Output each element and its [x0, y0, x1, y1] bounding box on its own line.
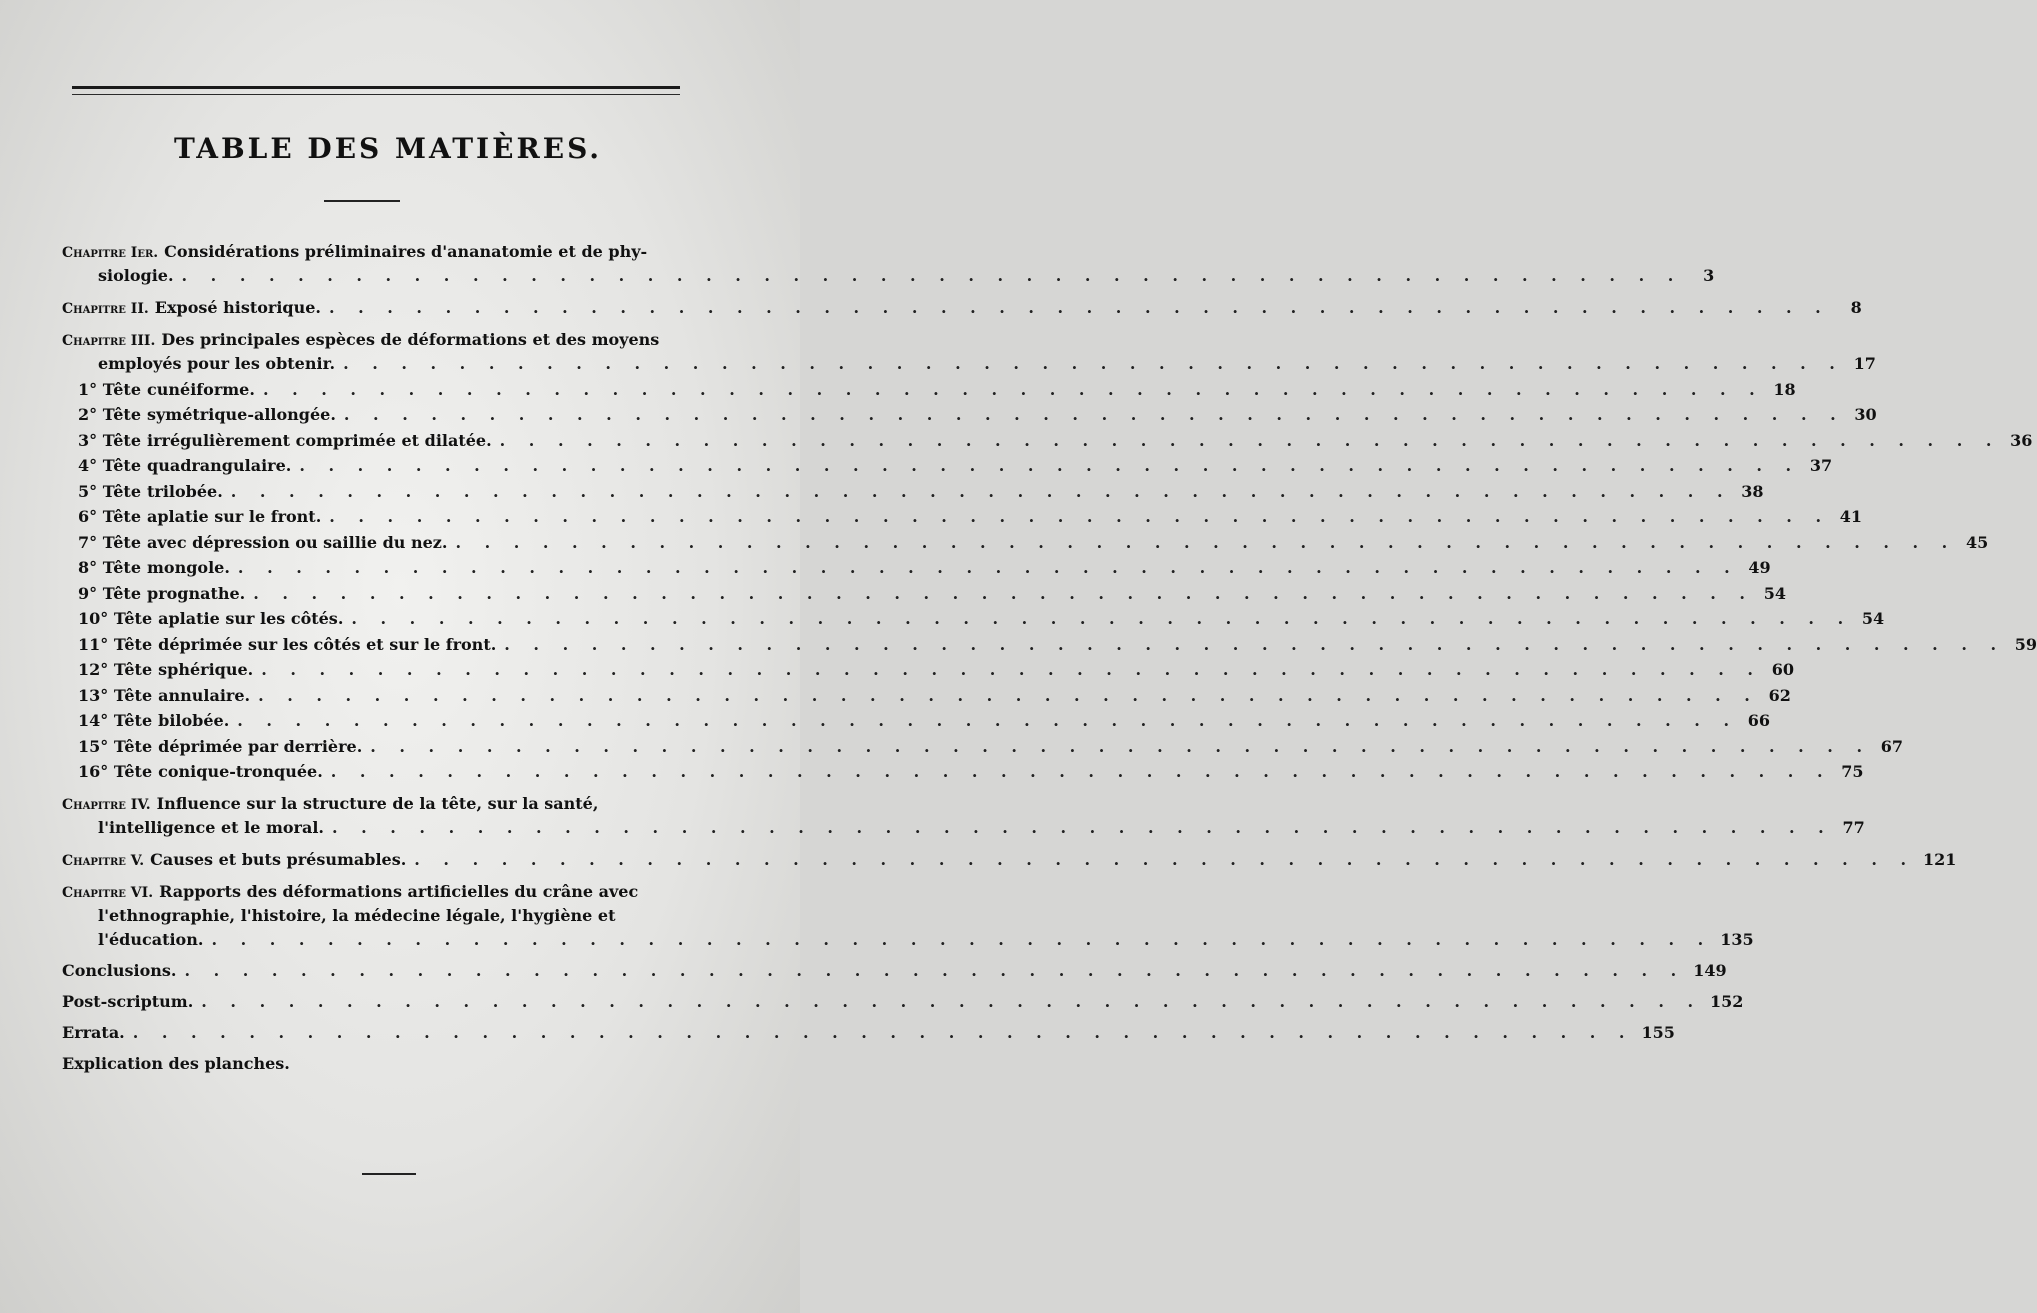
toc-entry-label: 14° Tête: [78, 711, 153, 730]
toc-page-number: 30: [1854, 405, 1877, 424]
toc-entry-text: aplatie sur le front.: [147, 507, 322, 526]
dot-leader: . . . . . . . . . . . . . . . . . . . . . . . . . . . . . . . . . . . . . . . . . . . . . . . . . . . .: [343, 354, 1844, 373]
toc-page-number: 54: [1861, 609, 1885, 628]
toc-entry: [62, 959, 1727, 983]
toc-entry-text: Post-scriptum.: [62, 992, 194, 1011]
toc-page-number: 60: [1771, 660, 1794, 679]
dot-leader: . . . . . . . . . . . . . . . . . . . . . . . . . . . . . . . . . . . . . . . . . . . . . . . . . . . .: [504, 634, 2006, 654]
toc-entry-label: Chapitre V.: [62, 853, 145, 869]
dot-leader: . . . . . . . . . . . . . . . . . . . . . . . . . . . . . . . . . . . . . . . . . . . . . . . . . . . .: [181, 266, 1683, 285]
toc-entry-text: trilobée.: [147, 481, 223, 501]
toc-entry: [62, 505, 1863, 529]
toc-entry-text: employés pour les obtenir.: [98, 354, 336, 373]
toc-entry: [62, 454, 1833, 478]
toc-entry-label: 2° Tête: [78, 405, 141, 424]
toc-entry-label: 6° Tête: [78, 507, 141, 526]
toc-page-number: 149: [1693, 961, 1727, 980]
toc-entry-text: cunéiforme.: [147, 379, 255, 399]
toc-entry-text: avec dépression ou saillie du nez.: [147, 532, 448, 552]
toc-entry: [62, 633, 2037, 657]
toc-entry: [62, 582, 1786, 606]
toc-entry-text: Explication des planches.: [62, 1054, 290, 1073]
toc-page-number: 45: [1965, 532, 1989, 552]
dot-leader: . . . . . . . . . . . . . . . . . . . . . . . . . . . . . . . . . . . . . . . . . . . . . . . . . . . .: [414, 850, 1916, 869]
toc-entry-label: 1° Tête: [78, 379, 141, 399]
toc-page-number: 155: [1641, 1023, 1675, 1042]
dot-leader: . . . . . . . . . . . . . . . . . . . . . . . . . . . . . . . . . . . . . . . . . . . . . . . . . . . .: [351, 609, 1853, 628]
dot-leader: . . . . . . . . . . . . . . . . . . . . . . . . . . . . . . . . . . . . . . . . . . . . . . . . . . . .: [370, 736, 1872, 756]
toc-page-number: 54: [1763, 583, 1786, 603]
toc-entry: [62, 760, 1864, 784]
toc-entry-text: Influence sur la structure de la tête, sur la santé,: [156, 794, 599, 813]
toc-entry-label: Chapitre VI.: [62, 885, 154, 901]
toc-entry-text: déprimée sur les côtés et sur le front.: [158, 634, 497, 654]
toc-page-number: 8: [1850, 298, 1862, 317]
toc-entry-text: l'intelligence et le moral.: [98, 818, 324, 837]
toc-entry-text: sphérique.: [158, 660, 254, 679]
toc-page-number: 37: [1809, 456, 1833, 475]
toc-page-number: 66: [1747, 711, 1771, 730]
toc-page-number: 49: [1748, 558, 1771, 577]
toc-page-number: 36: [2010, 430, 2033, 450]
toc-page-number: 17: [1853, 354, 1876, 373]
dot-leader: . . . . . . . . . . . . . . . . . . . . . . . . . . . . . . . . . . . . . . . . . . . . . . . . . . . .: [253, 583, 1754, 603]
toc-page-number: 59: [2014, 634, 2037, 654]
dot-leader: . . . . . . . . . . . . . . . . . . . . . . . . . . . . . . . . . . . . . . . . . . . . . . . . . . . .: [329, 507, 1831, 526]
toc-entry-label: 15° Tête: [78, 736, 153, 756]
toc-entry: [62, 658, 1794, 682]
dot-leader: . . . . . . . . . . . . . . . . . . . . . . . . . . . . . . . . . . . . . . . . . . . . . . . . . . . .: [230, 481, 1732, 501]
dot-leader: . . . . . . . . . . . . . . . . . . . . . . . . . . . . . . . . . . . . . . . . . . . . . . . . . . . .: [258, 685, 1759, 705]
toc-entry-text: Causes et buts présumables.: [150, 850, 407, 869]
toc-entry-text: Des principales espèces de déformations et des moyens: [161, 330, 660, 349]
dot-leader: . . . . . . . . . . . . . . . . . . . . . . . . . . . . . . . . . . . . . . . . . . . . . . . . . . . .: [332, 818, 1833, 837]
toc-page-number: 18: [1773, 379, 1796, 399]
toc-entry: [62, 328, 1876, 376]
toc-entry-text: siologie.: [98, 266, 174, 285]
title-divider: [324, 200, 400, 202]
toc-entry-text: Rapports des déformations artificielles du crâne avec: [159, 882, 639, 901]
toc-entry-text: déprimée par derrière.: [158, 736, 363, 756]
toc-entry-label: 13° Tête: [78, 685, 153, 705]
toc-entry-text: quadrangulaire.: [147, 456, 292, 475]
toc-entry: [62, 429, 2033, 453]
dot-leader: . . . . . . . . . . . . . . . . . . . . . . . . . . . . . . . . . . . . . . . . . . . . . . . . . . . .: [499, 430, 2001, 450]
toc-entry-text: Considérations préliminaires d'ananatomie et de phy-: [164, 242, 648, 261]
toc-entry-text: l'ethnographie, l'histoire, la médecine légale, l'hygiène et: [98, 906, 616, 925]
toc-page-number: 75: [1841, 762, 1864, 781]
toc-entry: [62, 792, 1865, 840]
toc-entry: [62, 607, 1885, 631]
page-title: TABLE DES MATIÈRES.: [173, 132, 603, 165]
toc-entry-label: 16° Tête: [78, 762, 153, 781]
dot-leader: . . . . . . . . . . . . . . . . . . . . . . . . . . . . . . . . . . . . . . . . . . . . . . . . . . . .: [184, 961, 1686, 980]
toc-entry: [62, 848, 1957, 872]
dot-leader: . . . . . . . . . . . . . . . . . . . . . . . . . . . . . . . . . . . . . . . . . . . . . . . . . . . .: [132, 1023, 1634, 1042]
toc-entry: [62, 531, 1989, 555]
toc-page-number: 67: [1880, 736, 1904, 756]
toc-entry-text: l'éducation.: [98, 930, 204, 949]
toc-entry-text: irrégulièrement comprimée et dilatée.: [147, 430, 492, 450]
toc-entry-text: mongole.: [147, 558, 230, 577]
toc-entry: [62, 1052, 688, 1076]
toc-entry-text: annulaire.: [158, 685, 251, 705]
toc-entry-label: Chapitre Ier.: [62, 245, 159, 261]
toc-entry: [62, 480, 1764, 504]
toc-entry-label: 7° Tête: [78, 532, 141, 552]
toc-entry: [62, 240, 1715, 288]
dot-leader: . . . . . . . . . . . . . . . . . . . . . . . . . . . . . . . . . . . . . . . . . . . . . . . . . . . .: [262, 379, 1764, 399]
dot-leader: . . . . . . . . . . . . . . . . . . . . . . . . . . . . . . . . . . . . . . . . . . . . . . . . . . . .: [329, 298, 1830, 317]
toc-page-number: 121: [1923, 850, 1957, 869]
toc-entry-label: 5° Tête: [78, 481, 141, 501]
toc-entry-label: 3° Tête: [78, 430, 141, 450]
toc-page-number: 3: [1703, 266, 1715, 285]
toc-entry-text: Errata.: [62, 1023, 125, 1042]
toc-entry-text: conique-tronquée.: [158, 762, 323, 781]
toc-entry-text: prognathe.: [147, 583, 246, 603]
dot-leader: . . . . . . . . . . . . . . . . . . . . . . . . . . . . . . . . . . . . . . . . . . . . . . . . . . . .: [237, 711, 1739, 730]
toc-entry: [62, 556, 1771, 580]
dot-leader: . . . . . . . . . . . . . . . . . . . . . . . . . . . . . . . . . . . . . . . . . . . . . . . . . . . .: [211, 930, 1713, 949]
toc-entry-label: 10° Tête: [78, 609, 153, 628]
toc-entry: [62, 880, 1754, 952]
toc-entry-label: Chapitre III.: [62, 333, 156, 349]
toc-page-number: 41: [1839, 507, 1863, 526]
toc-entry: [62, 990, 1744, 1014]
toc-entry: [62, 684, 1791, 708]
dot-leader: . . . . . . . . . . . . . . . . . . . . . . . . . . . . . . . . . . . . . . . . . . . . . . . . . . . .: [343, 405, 1845, 424]
toc-entry-label: 4° Tête: [78, 456, 141, 475]
toc-entry: [62, 735, 1904, 759]
dot-leader: . . . . . . . . . . . . . . . . . . . . . . . . . . . . . . . . . . . . . . . . . . . . . . . . . . . .: [261, 660, 1762, 679]
toc-entry-label: 8° Tête: [78, 558, 141, 577]
toc-entry: [62, 403, 1877, 427]
toc-page-number: 135: [1720, 930, 1754, 949]
toc-page-number: 38: [1741, 481, 1764, 501]
toc-entry-label: Chapitre IV.: [62, 797, 151, 813]
toc-page-number: 62: [1768, 685, 1791, 705]
toc-entry: [62, 709, 1771, 733]
toc-entry: [62, 296, 1862, 320]
toc-entry-text: Conclusions.: [62, 961, 177, 980]
toc-entry: [62, 378, 1796, 402]
toc-entry-label: 11° Tête: [78, 634, 153, 654]
dot-leader: . . . . . . . . . . . . . . . . . . . . . . . . . . . . . . . . . . . . . . . . . . . . . . . . . . . .: [299, 456, 1801, 475]
toc-entry-text: aplatie sur les côtés.: [158, 609, 344, 628]
toc-entry-text: symétrique-allongée.: [147, 405, 336, 424]
toc-entry: [62, 1021, 1675, 1045]
dot-leader: . . . . . . . . . . . . . . . . . . . . . . . . . . . . . . . . . . . . . . . . . . . . . . . . . . . .: [201, 992, 1703, 1011]
toc-entry-label: 9° Tête: [78, 583, 141, 603]
toc-entry-text: Exposé historique.: [154, 298, 321, 317]
toc-page-number: 77: [1842, 818, 1865, 837]
bottom-divider: [362, 1173, 416, 1175]
top-double-rule: [72, 86, 680, 95]
dot-leader: . . . . . . . . . . . . . . . . . . . . . . . . . . . . . . . . . . . . . . . . . . . . . . . . . . . .: [455, 532, 1957, 552]
table-of-contents: [62, 240, 2037, 1076]
toc-page-number: 152: [1710, 992, 1744, 1011]
toc-entry-label: Chapitre II.: [62, 301, 149, 317]
toc-entry-text: bilobée.: [158, 711, 230, 730]
toc-entry-label: 12° Tête: [78, 660, 153, 679]
dot-leader: . . . . . . . . . . . . . . . . . . . . . . . . . . . . . . . . . . . . . . . . . . . . . . . . . . . .: [330, 762, 1832, 781]
dot-leader: . . . . . . . . . . . . . . . . . . . . . . . . . . . . . . . . . . . . . . . . . . . . . . . . . . . .: [237, 558, 1739, 577]
